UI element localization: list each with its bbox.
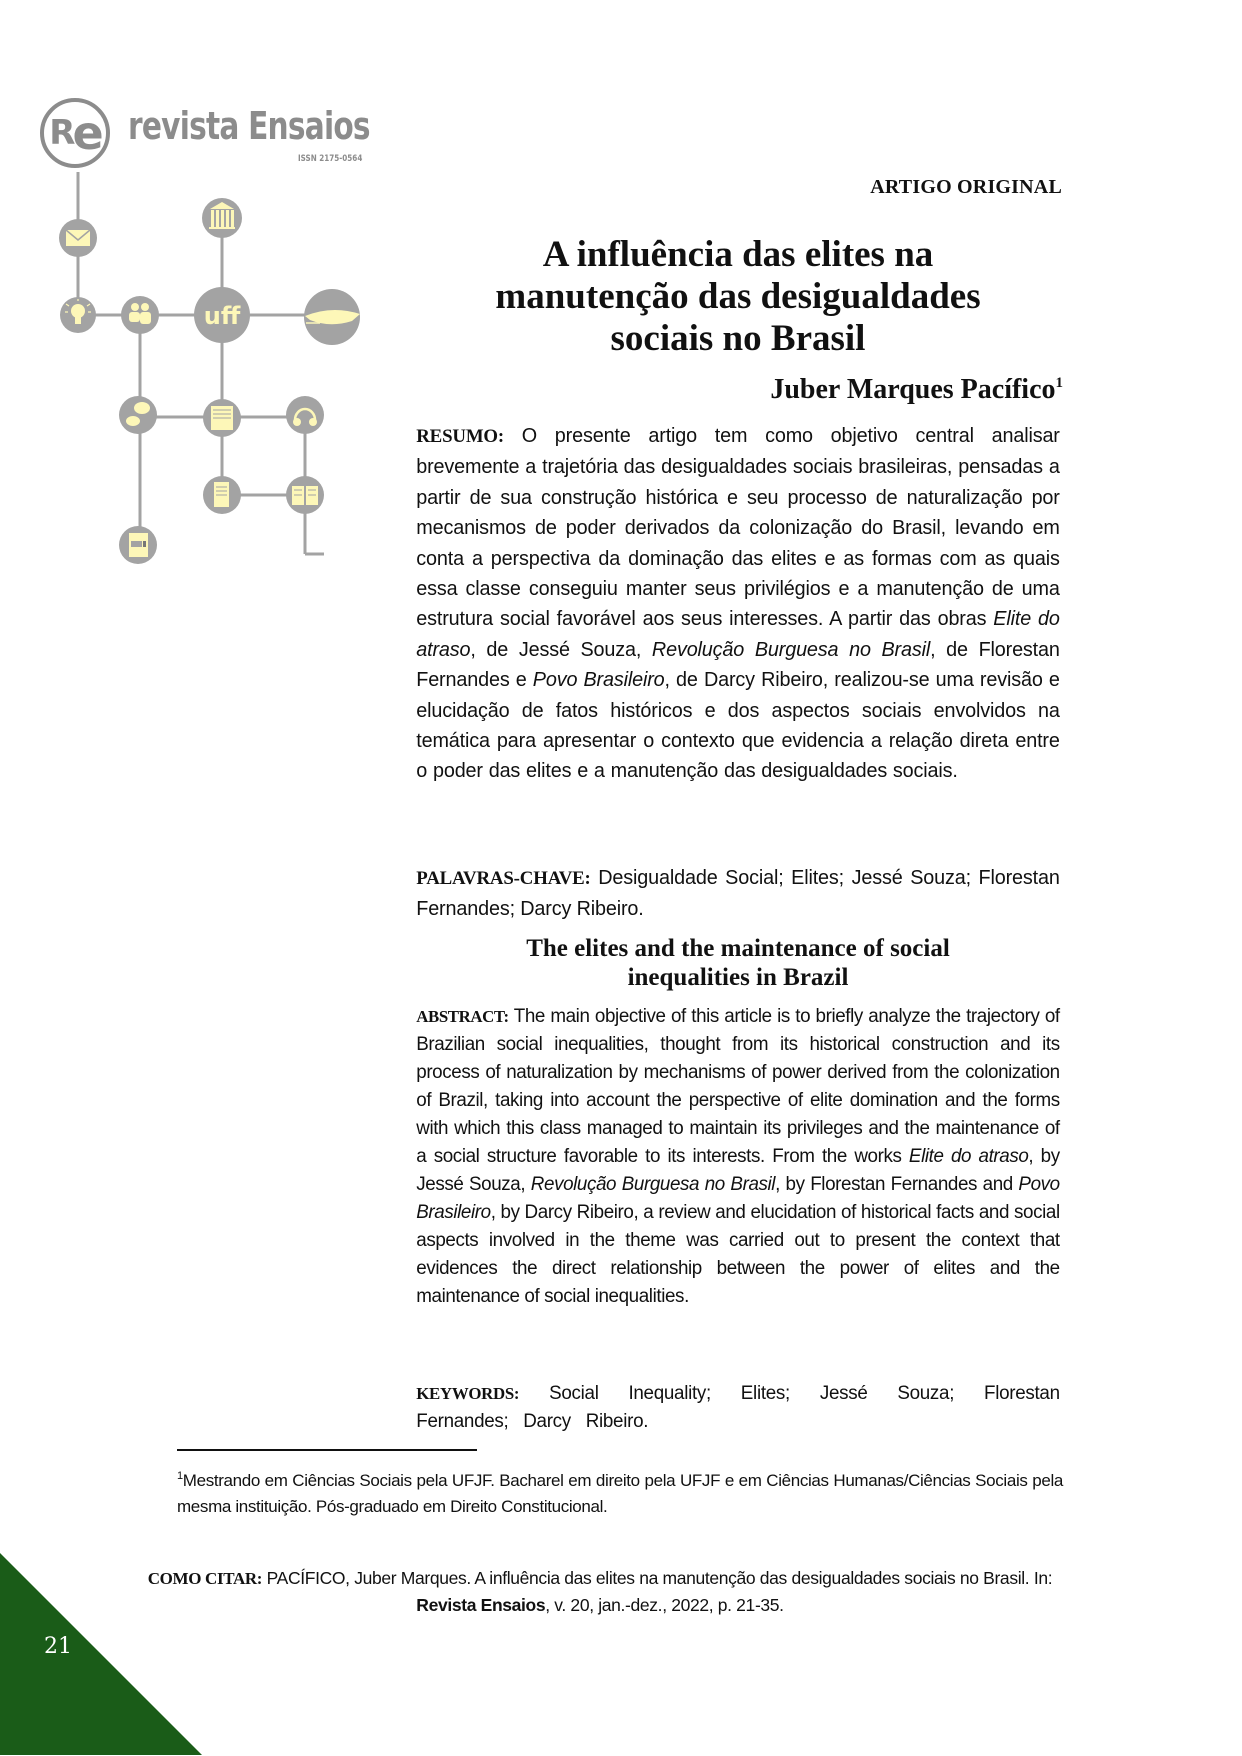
resumo-text: , de Florestan Fernandes e <box>416 638 1060 692</box>
palavras-chave-label: PALAVRAS-CHAVE: <box>416 868 591 889</box>
footnote-divider <box>177 1449 477 1451</box>
english-title-line: The elites and the maintenance of social <box>526 935 950 962</box>
work-title: Elite do atraso <box>416 608 1060 661</box>
author-name-text: Juber Marques Pacífico <box>770 374 1056 405</box>
resumo-text: , de Darcy Ribeiro, realizou-se uma revisão e elucidação de fatos históricos e dos aspectos sociais envolvidos na temática para apresentar o contexto que evidencia a relação direta entre o poder das elites e a manutenção das desigualdades sociais. <box>416 669 1060 783</box>
keywords-paragraph <box>416 1380 1060 1436</box>
footnote <box>177 1463 1063 1520</box>
footnote-text: Mestrando em Ciências Sociais pela UFJF. Bacharel em direito pela UFJF e em Ciências Humanas/Ciências Sociais pela mesma instituição. Pós-graduado em Direito Constitucional. <box>177 1471 1063 1516</box>
abstract-label: ABSTRACT: <box>416 1007 509 1026</box>
envelope-icon <box>59 219 97 257</box>
abstract-text: The main objective of this article is to briefly analyze the trajectory of Brazilian social inequalities, thought from its historical construction and its process of naturalization by mechanisms of power derived from the colonization of Brazil, taking into account the perspective of elite domination and the forms with which this class managed to maintain its privileges and the maintenance of a social structure favorable to its interests. From the works <box>416 1006 1060 1167</box>
keywords-label: KEYWORDS: <box>416 1384 520 1403</box>
author-name <box>770 374 1063 406</box>
decorative-node-graph <box>0 0 400 600</box>
keywords-text: Social Inequality; Elites; Jessé Souza; Florestan Fernandes; Darcy Ribeiro. <box>416 1383 1060 1432</box>
citation-label: COMO CITAR: <box>147 1569 263 1588</box>
abstract-text: , by Jessé Souza, <box>416 1146 1060 1195</box>
newspaper-icon <box>203 399 241 437</box>
journal-name: revista Ensaios <box>128 104 370 148</box>
title-line: sociais no Brasil <box>610 318 866 359</box>
resumo-paragraph <box>416 421 1060 787</box>
abstract-text: , by Florestan Fernandes and <box>775 1174 1019 1195</box>
citation-block <box>120 1565 1080 1619</box>
phone-document-icon <box>203 476 241 514</box>
footnote-marker[interactable]: 1 <box>1055 375 1063 391</box>
resumo-text: , de Jessé Souza, <box>470 638 652 661</box>
footnote-number: 1 <box>177 1470 183 1482</box>
blimp-icon <box>304 289 360 345</box>
citation-text: , v. 20, jan.-dez., 2022, p. 21-35. <box>545 1595 784 1615</box>
lightbulb-icon <box>60 297 96 333</box>
museum-icon <box>202 198 242 238</box>
resumo-label: RESUMO: <box>416 426 505 447</box>
headphones-icon <box>286 396 324 434</box>
work-title: Povo Brasileiro <box>532 669 665 692</box>
issn-label: ISSN 2175-0564 <box>298 154 363 164</box>
citation-text: PACÍFICO, Juber Marques. A influência das elites na manutenção das desigualdades sociais no Brasil. In: <box>262 1568 1053 1588</box>
title-line: manutenção das desigualdades <box>495 276 981 317</box>
page-number: 21 <box>44 1634 72 1659</box>
page-corner-triangle <box>0 1553 202 1756</box>
section-label: ARTIGO ORIGINAL <box>870 176 1062 198</box>
work-title: Revolução Burguesa no Brasil <box>651 638 931 661</box>
abstract-paragraph <box>416 1003 1060 1311</box>
english-title <box>413 934 1063 992</box>
citation-journal: Revista Ensaios <box>416 1595 546 1615</box>
open-book-icon <box>286 476 324 514</box>
tablet-icon <box>119 526 157 564</box>
uff-logo-icon <box>194 287 250 343</box>
svg-text:uff: uff <box>203 302 241 330</box>
resumo-text: O presente artigo tem como objetivo central analisar brevemente a trajetória das desigualdades sociais brasileiras, pensadas a partir de sua construção histórica e seu processo de naturalização por mecanismos de poder derivados da colonização do Brasil, levando em conta a perspectiva da dominação das elites e as formas com as quais essa classe conseguiu manter seus privilégios e a manutenção de uma estrutura social favorável aos seus interesses. A partir das obras <box>416 425 1060 631</box>
work-title: Revolução Burguesa no Brasil <box>530 1174 776 1195</box>
palavras-chave-paragraph <box>416 863 1060 925</box>
abstract-text: , by Darcy Ribeiro, a review and elucidation of historical facts and social aspects involved in the theme was carried out to present the context that evidences the direct relationship between the power of elites and the maintenance of social inequalities. <box>416 1202 1060 1307</box>
work-title: Povo Brasileiro <box>416 1174 1060 1223</box>
article-title <box>413 234 1063 360</box>
work-title: Elite do atraso <box>908 1146 1029 1167</box>
english-title-line: inequalities in Brazil <box>627 964 849 991</box>
title-line: A influência das elites na <box>542 234 934 275</box>
chat-bubbles-icon <box>119 396 157 434</box>
palavras-chave-text: Desigualdade Social; Elites; Jessé Souza; Florestan Fernandes; Darcy Ribeiro. <box>416 867 1060 921</box>
logo-mark: R e <box>49 106 101 160</box>
people-icon <box>121 296 159 334</box>
